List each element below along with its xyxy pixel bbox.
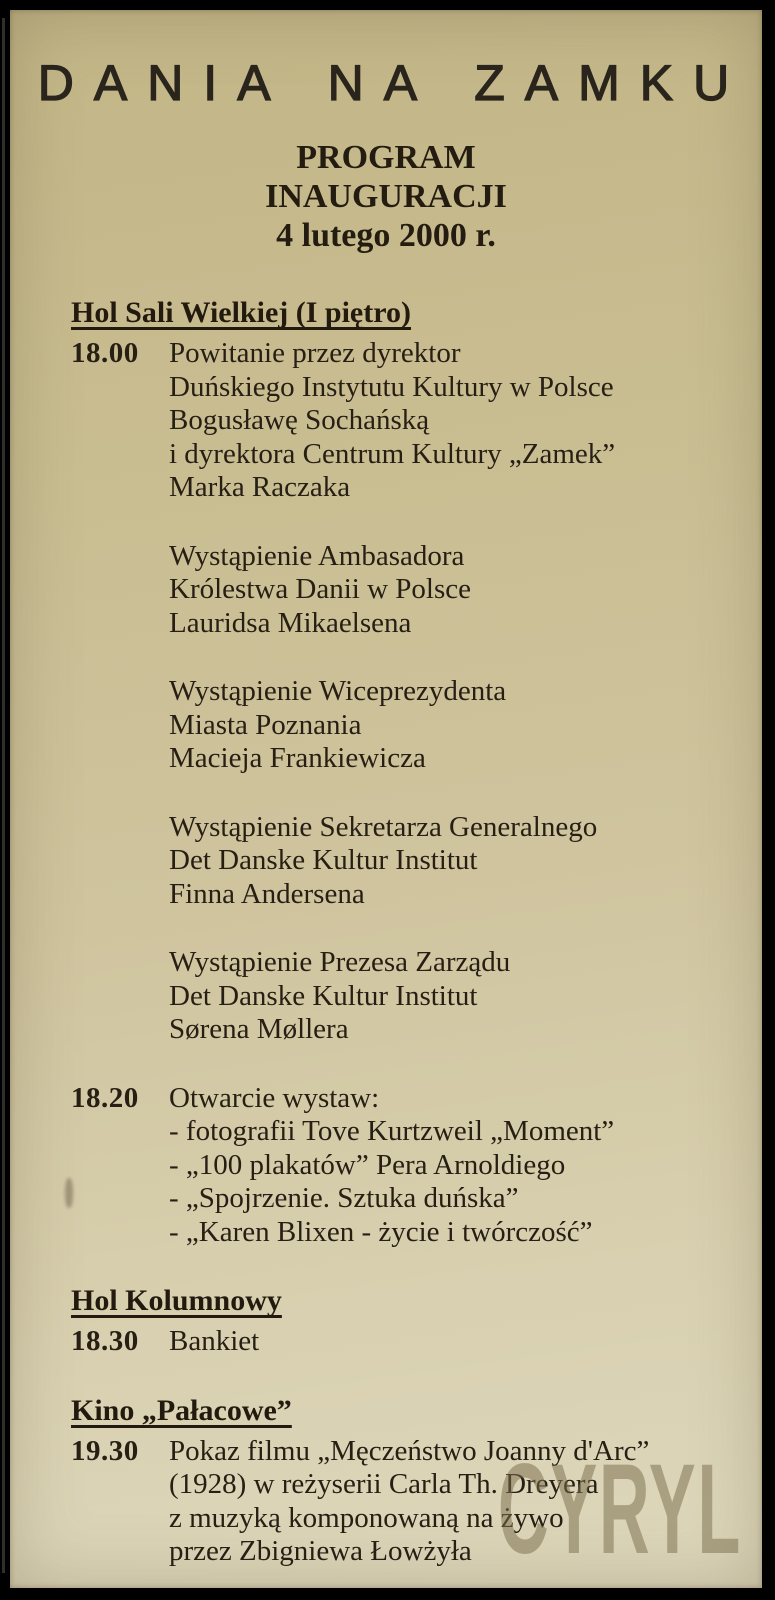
scan-smudge: [65, 1178, 73, 1208]
entry-lines: [169, 1082, 614, 1250]
schedule-entry: [71, 337, 722, 505]
entry-lines: [169, 675, 506, 776]
schedule-line: Sørena Møllera: [169, 1013, 349, 1045]
schedule-entry: [71, 811, 722, 912]
schedule-line: Bogusławę Sochańską: [169, 404, 430, 436]
schedule-line: z muzyką komponowaną na żywo: [169, 1501, 564, 1534]
program-page: [10, 10, 762, 1588]
schedule-entry: [71, 540, 722, 641]
schedule-line: Bankiet: [169, 1325, 260, 1357]
schedule-line: przez Zbigniewa Łowżyła: [169, 1535, 472, 1567]
schedule-line: Det Danske Kultur Institut: [169, 979, 478, 1012]
entry-lines: [169, 811, 597, 912]
schedule-line: - „100 plakatów” Pera Arnoldiego: [169, 1148, 566, 1181]
section-heading: Hol Sali Wielkiej (I piętro): [71, 296, 412, 329]
entry-lines: [169, 1325, 259, 1359]
schedule-entry: [71, 1082, 722, 1250]
subtitle-line: INAUGURACJI: [265, 178, 507, 215]
schedule-content: [10, 295, 762, 1581]
entry-lines: [169, 337, 615, 505]
schedule-line: - „Spojrzenie. Sztuka duńska”: [169, 1182, 519, 1214]
time-label: 18.30: [71, 1325, 139, 1357]
schedule-line: Det Danske Kultur Institut: [169, 844, 478, 876]
schedule-line: - „Karen Blixen - życie i twórczość”: [169, 1215, 593, 1248]
time-label: 19.30: [71, 1434, 139, 1467]
schedule-line: Powitanie przez dyrektor: [169, 337, 461, 369]
scan-edge-artifact: [2, 18, 5, 1573]
schedule-line: Królestwa Danii w Polsce: [169, 573, 472, 605]
schedule-entry: [71, 946, 722, 1047]
schedule-line: i dyrektora Centrum Kultury „Zamek”: [169, 437, 616, 470]
page-title: DANIA NA ZAMKU: [37, 55, 750, 111]
schedule-line: (1928) w reżyserii Carla Th. Dreyera: [169, 1468, 599, 1500]
schedule-line: Duńskiego Instytutu Kultury w Polsce: [169, 370, 614, 403]
schedule-line: Wystąpienie Prezesa Zarządu: [169, 946, 511, 978]
subtitle-line: 4 lutego 2000 r.: [276, 217, 496, 254]
entry-lines: [169, 946, 510, 1047]
section-heading: Kino „Pałacowe”: [71, 1393, 292, 1427]
schedule-line: Macieja Frankiewicza: [169, 742, 426, 774]
subtitle-line: PROGRAM: [296, 139, 476, 176]
schedule-line: Pokaz filmu „Męczeństwo Joanny d'Arc”: [169, 1434, 650, 1467]
schedule-entry: [71, 675, 722, 776]
schedule-line: Wystąpienie Sekretarza Generalnego: [169, 810, 598, 843]
schedule-line: Wystąpienie Ambasadora: [169, 539, 465, 572]
entry-lines: [169, 540, 471, 641]
time-label: 18.20: [71, 1081, 139, 1114]
section-hol-kolumnowy: [71, 1283, 722, 1359]
section-hol-sali-wielkiej: [71, 295, 722, 1249]
schedule-line: Lauridsa Mikaelsena: [169, 606, 412, 639]
program-subtitle: [10, 138, 762, 255]
schedule-entry: [71, 1325, 722, 1359]
schedule-line: - fotografii Tove Kurtzweil „Moment”: [169, 1115, 615, 1147]
schedule-line: Wystąpienie Wiceprezydenta: [169, 675, 507, 707]
schedule-line: Miasta Poznania: [169, 708, 362, 741]
schedule-line: Marka Raczaka: [169, 471, 351, 503]
section-heading: Hol Kolumnowy: [71, 1284, 282, 1317]
cyryl-watermark: CYRYL: [497, 1438, 742, 1581]
schedule-line: Finna Andersena: [169, 877, 365, 910]
schedule-line: Otwarcie wystaw:: [169, 1081, 380, 1114]
time-label: 18.00: [71, 337, 139, 369]
